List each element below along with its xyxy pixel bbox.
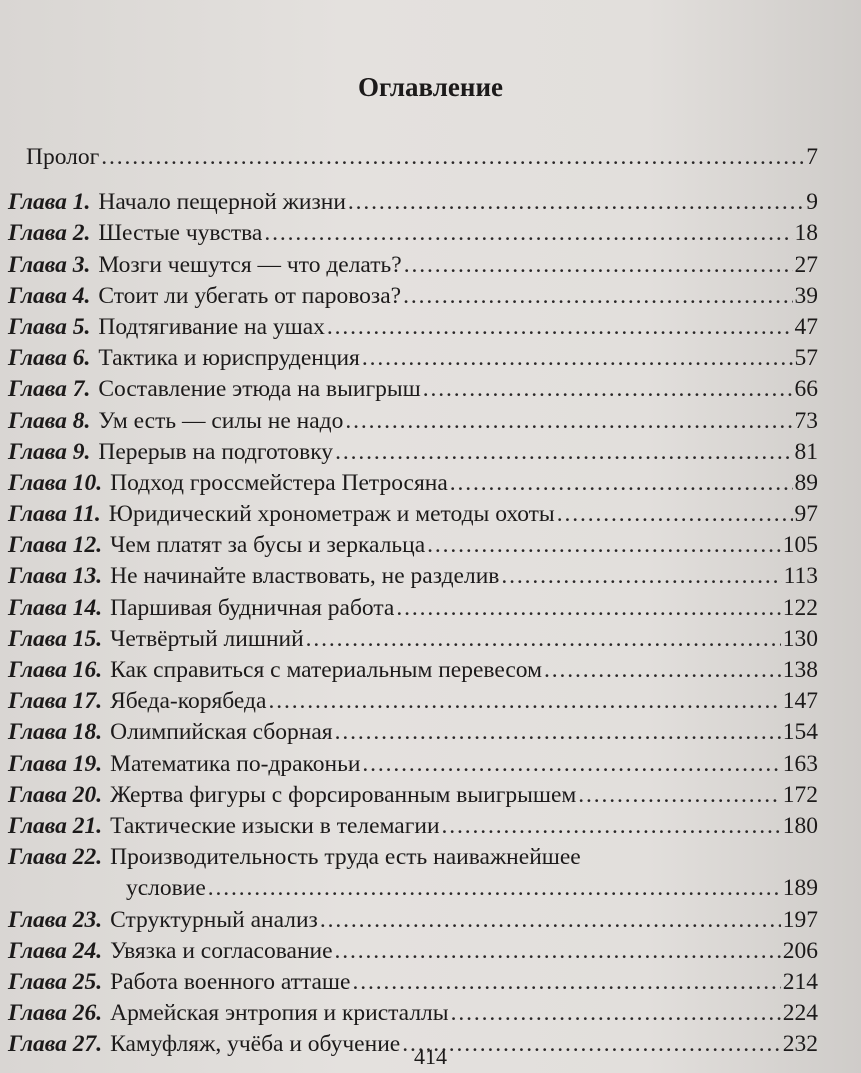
leader-dots xyxy=(427,530,781,561)
toc-entry-text: Как справиться с материальным перевесом xyxy=(110,657,542,683)
toc-entry xyxy=(8,811,818,842)
toc-page-number: 47 xyxy=(794,313,818,340)
toc-entry xyxy=(8,499,818,530)
leader-dots xyxy=(335,437,792,468)
leader-dots xyxy=(501,561,781,592)
toc-entry-text: Перерыв на подготовку xyxy=(98,438,334,465)
toc-entry xyxy=(8,468,818,499)
toc-entry-label: Глава 16. xyxy=(8,657,103,683)
toc-entry-label: Глава 15. xyxy=(8,625,103,652)
leader-dots xyxy=(442,811,781,842)
leader-dots xyxy=(268,686,780,717)
toc-entry xyxy=(8,561,818,592)
toc-entry-text: Математика по-драконьи xyxy=(110,750,361,777)
toc-page-number: 138 xyxy=(782,657,818,683)
toc-entry-label: Глава 21. xyxy=(8,812,103,839)
toc-entry xyxy=(8,717,818,748)
toc-entry-text: Производительность труда есть наиважнейшее xyxy=(110,844,581,871)
toc-entry-text: Подтягивание на ушах xyxy=(98,313,325,340)
toc-entry xyxy=(8,967,818,998)
leader-dots xyxy=(320,905,781,936)
toc-page-number: 180 xyxy=(782,812,818,839)
toc-entry-text: Шестые чувства xyxy=(98,220,263,247)
toc-entry xyxy=(8,437,818,468)
toc-page-number: 73 xyxy=(794,407,818,434)
toc-entry-label: Глава 20. xyxy=(8,781,103,808)
toc-entry xyxy=(8,624,818,655)
leader-dots xyxy=(362,749,780,780)
leader-dots xyxy=(578,780,780,811)
toc-page-number: 57 xyxy=(794,345,818,372)
toc-page-number: 7 xyxy=(806,144,818,170)
toc-entry xyxy=(8,655,818,686)
toc-entry-label: Глава 6. xyxy=(8,345,91,372)
leader-dots xyxy=(345,406,792,437)
toc-entry-text: Работа военного атташе xyxy=(110,968,351,995)
toc-entry-chapter-22 xyxy=(8,842,818,873)
toc-entry xyxy=(8,686,818,717)
leader-dots xyxy=(362,343,793,374)
toc-page-number: 154 xyxy=(782,719,818,746)
toc-entry-label: Глава 1. xyxy=(8,189,91,216)
toc-entry xyxy=(8,281,818,312)
toc-entry-text: Составление этюда на выигрыш xyxy=(98,376,421,403)
toc-entry-label: Глава 8. xyxy=(8,407,91,434)
chapter-list xyxy=(8,187,818,842)
toc-entry-text: условие xyxy=(126,875,206,902)
toc-entry-text: Тактические изыски в телемагии xyxy=(110,812,440,839)
toc-entry-text: Ябеда-корябеда xyxy=(110,688,267,715)
toc-entry-text: Жертва фигуры с форсированным выигрышем xyxy=(110,781,577,808)
toc-entry xyxy=(8,905,818,936)
toc-page-number: 113 xyxy=(783,563,818,590)
toc-entry-text: Паршивая будничная работа xyxy=(110,594,395,621)
toc-page-number: 147 xyxy=(782,688,818,715)
toc-page-number: 163 xyxy=(782,750,818,777)
toc-entry-label: Глава 9. xyxy=(8,438,91,465)
toc-page-number: 27 xyxy=(794,251,818,278)
toc-entry-label: Глава 26. xyxy=(8,1000,103,1027)
toc-page-number: 89 xyxy=(794,469,818,496)
leader-dots xyxy=(404,250,793,281)
toc-entry xyxy=(8,343,818,374)
toc-entry-text: Структурный анализ xyxy=(110,906,318,933)
toc-entry-chapter-22-continued xyxy=(8,873,818,904)
toc-entry-label: Глава 10. xyxy=(8,469,103,496)
toc-entry-text: Пролог xyxy=(26,144,100,170)
leader-dots xyxy=(403,281,792,312)
toc-entry-label: Глава 25. xyxy=(8,968,103,995)
toc-entry xyxy=(8,936,818,967)
toc-page-number: 130 xyxy=(782,625,818,652)
leader-dots xyxy=(348,187,804,218)
toc-page-number: 105 xyxy=(782,532,818,559)
toc-entry-label: Глава 14. xyxy=(8,594,103,621)
toc-entry-prolog xyxy=(8,142,818,173)
leader-dots xyxy=(208,873,781,904)
leader-dots xyxy=(306,624,781,655)
leader-dots xyxy=(423,374,793,405)
toc-page-number: 189 xyxy=(782,875,818,902)
chapter-list-tail xyxy=(8,905,818,1061)
page-folio: 414 xyxy=(414,1044,447,1069)
toc-page-number: 66 xyxy=(794,376,818,403)
toc-entry xyxy=(8,312,818,343)
toc-page-number: 81 xyxy=(794,438,818,465)
toc-entry-text: Стоит ли убегать от паровоза? xyxy=(98,282,402,309)
toc-page-number: 214 xyxy=(782,968,818,995)
toc-entry-text: Тактика и юриспруденция xyxy=(98,345,360,372)
toc-page-number: 9 xyxy=(806,189,818,216)
toc-entry-text: Армейская энтропия и кристаллы xyxy=(110,1000,449,1027)
toc-entry-text: Четвёртый лишний xyxy=(110,625,304,652)
toc-entry-label: Глава 24. xyxy=(8,937,103,964)
toc-page-number: 206 xyxy=(782,937,818,964)
leader-dots xyxy=(451,998,781,1029)
toc-entry-text: Чем платят за бусы и зеркальца xyxy=(110,532,426,559)
toc-entry-label: Глава 5. xyxy=(8,313,91,340)
toc-entry xyxy=(8,749,818,780)
toc-entry-text: Олимпийская сборная xyxy=(110,719,333,746)
toc-entry-label: Глава 2. xyxy=(8,220,91,247)
toc-page-number: 97 xyxy=(794,501,818,528)
toc-entry-label: Глава 17. xyxy=(8,688,103,715)
leader-dots xyxy=(396,593,780,624)
toc-entry xyxy=(8,780,818,811)
toc-page-number: 172 xyxy=(782,781,818,808)
toc-entry-text: Мозги чешутся — что делать? xyxy=(98,251,402,278)
leader-dots xyxy=(101,142,804,173)
toc-entry-label: Глава 19. xyxy=(8,750,103,777)
toc-page-number: 232 xyxy=(782,1031,818,1058)
toc-entry-label: Глава 27. xyxy=(8,1031,103,1058)
toc-entry xyxy=(8,250,818,281)
leader-dots xyxy=(335,717,781,748)
leader-dots xyxy=(450,468,793,499)
toc-entry-label: Глава 22. xyxy=(8,844,103,871)
toc-entry xyxy=(8,374,818,405)
toc-entry-label: Глава 11. xyxy=(8,501,101,528)
toc-entry-text: Ум есть — силы не надо xyxy=(98,407,344,434)
table-of-contents xyxy=(8,138,818,1060)
toc-entry-label: Глава 3. xyxy=(8,251,91,278)
toc-entry xyxy=(8,593,818,624)
toc-entry-label: Глава 7. xyxy=(8,376,91,403)
toc-entry-label: Глава 4. xyxy=(8,282,91,309)
toc-entry-text: Камуфляж, учёба и обучение xyxy=(110,1031,401,1058)
toc-entry-label: Глава 12. xyxy=(8,532,103,559)
toc-page-number: 224 xyxy=(782,1000,818,1027)
toc-page-number: 18 xyxy=(794,220,818,247)
toc-entry-label: Глава 18. xyxy=(8,719,103,746)
toc-entry xyxy=(8,187,818,218)
toc-entry-text: Не начинайте властвовать, не разделив xyxy=(110,563,500,590)
toc-page-number: 122 xyxy=(782,594,818,621)
leader-dots xyxy=(352,967,780,998)
toc-entry xyxy=(8,530,818,561)
toc-page-number: 39 xyxy=(794,282,818,309)
toc-entry-text: Подход гроссмейстера Петросяна xyxy=(110,469,448,496)
leader-dots xyxy=(557,499,793,530)
leader-dots xyxy=(327,312,793,343)
toc-page-number: 197 xyxy=(782,906,818,933)
toc-entry xyxy=(8,406,818,437)
toc-entry-label: Глава 23. xyxy=(8,906,103,933)
toc-entry-text: Начало пещерной жизни xyxy=(98,189,346,216)
leader-dots xyxy=(544,655,781,686)
toc-entry xyxy=(8,998,818,1029)
toc-entry-text: Юридический хронометраж и методы охоты xyxy=(108,501,555,528)
page-title: Оглавление xyxy=(358,72,503,102)
toc-entry-text: Увязка и согласование xyxy=(110,937,333,964)
leader-dots xyxy=(264,218,792,249)
toc-entry-label: Глава 13. xyxy=(8,563,103,590)
toc-entry xyxy=(8,218,818,249)
leader-dots xyxy=(335,936,781,967)
